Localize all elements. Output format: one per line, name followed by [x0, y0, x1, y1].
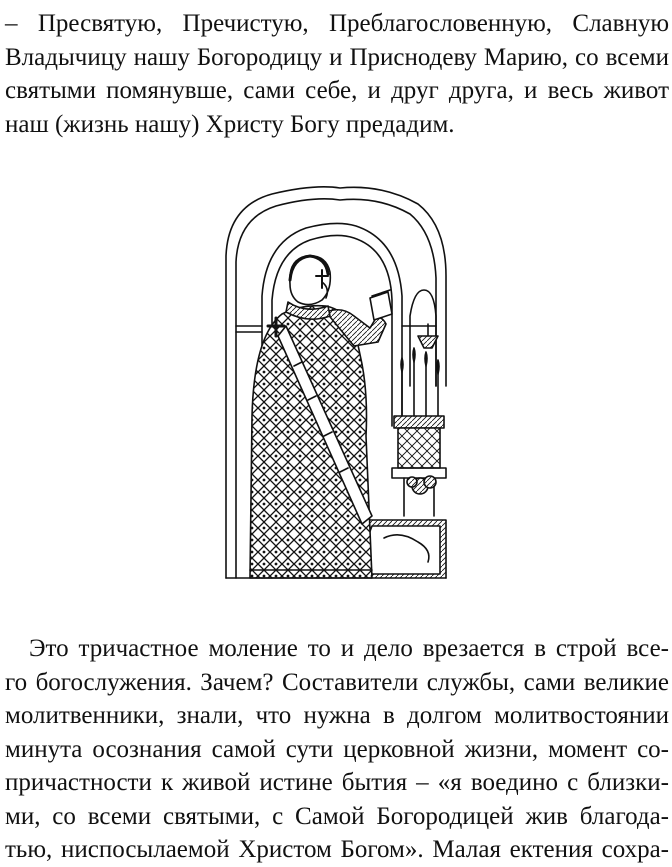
text-line: го богослужения. Зачем? Составители службы, сами великие — [5, 668, 669, 696]
text-line: святыми помянувше, сами себе, и друг друга, и весь живот — [5, 77, 669, 104]
paragraph-prayer — [5, 7, 669, 141]
text-line: Владычицу нашу Богородицу и Приснодеву Марию, со всеми — [5, 43, 669, 71]
text-line: наш (жизнь нашу) Христу Богу предадим. — [5, 110, 455, 138]
text-line: минута осознания самой сути церковной жизни, момент со- — [5, 735, 669, 763]
text-line: молитвенники, знали, что нужна в долгом молитвостоянии — [5, 702, 669, 729]
paragraph-commentary — [5, 632, 669, 867]
text-line: – Пресвятую, Пречистую, Преблагословенную, Славную — [5, 10, 669, 37]
text-line: причастности к живой истине бытия – «я воедино с близки- — [5, 769, 669, 796]
priest-at-altar-illustration — [222, 186, 450, 582]
text-line: Это тричастное моление то и дело врезается в строй все- — [29, 635, 669, 662]
text-line: тью, ниспосылаемой Христом Богом». Малая ектения сохра- — [5, 836, 669, 863]
text-line: ми, со всеми святыми, с Самой Богородицей жив благода- — [5, 802, 669, 830]
